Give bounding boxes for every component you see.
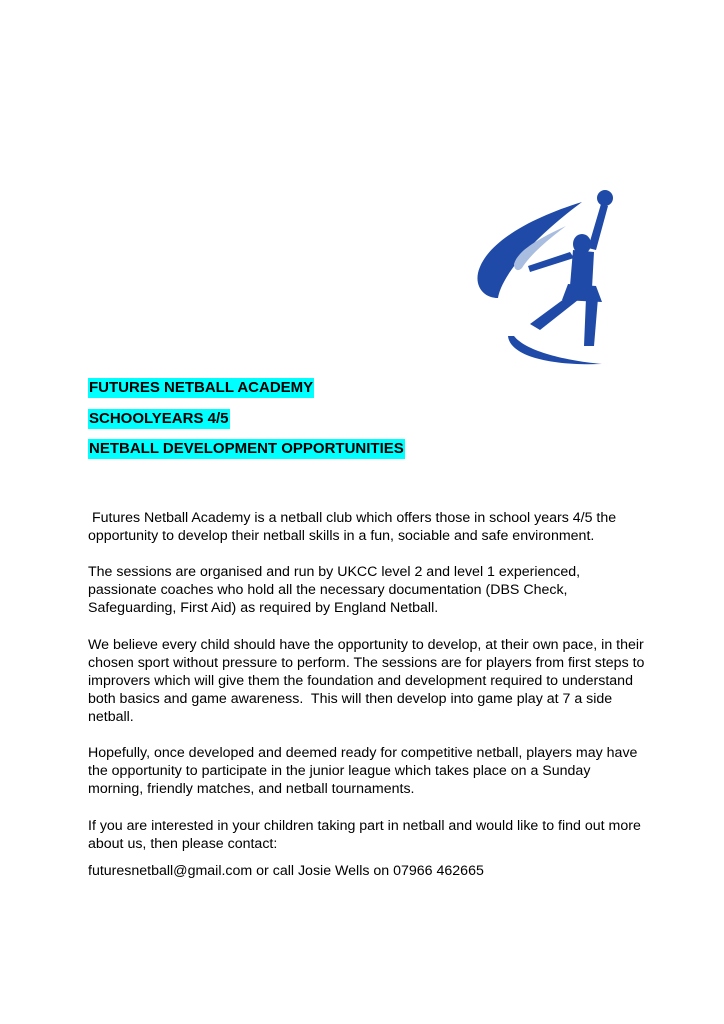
paragraph-coaches-text: The sessions are organised and run by UKCC level 2 and level 1 experienced, passionate coaches who hold all the necessary documentation (DBS Check, Safeguarding, First Aid) as required by England Netball. [88, 564, 581, 616]
paragraph-competition [88, 744, 648, 798]
heading-academy-name: FUTURES NETBALL ACADEMY [89, 379, 314, 396]
netball-player-logo-icon [470, 188, 620, 368]
paragraph-intro [88, 509, 648, 545]
contact-details: futuresnetball@gmail.com or call Josie Wells on 07966 462665 [88, 863, 484, 879]
paragraph-competition-text: Hopefully, once developed and deemed ready for competitive netball, players may have the opportunity to participate in the junior league which takes place on a Sunday morning, friendly matches, and netball tournaments. [88, 745, 638, 797]
heading-school-years: SCHOOLYEARS 4/5 [89, 410, 229, 427]
paragraph-coaches [88, 563, 648, 617]
heading-opportunities: NETBALL DEVELOPMENT OPPORTUNITIES [89, 440, 404, 457]
paragraph-philosophy-text: We believe every child should have the opportunity to develop, at their own pace, in their chosen sport without pressure to perform. The sessions are for players from first steps to improvers which will give them the foundation and development required to understand both basics and game awareness. This will then develop into game play at 7 a side netball. [88, 637, 649, 725]
paragraph-interest-text: If you are interested in your children taking part in netball and would like to find out more about us, then please contact: [88, 818, 641, 852]
paragraph-philosophy [88, 636, 648, 726]
paragraph-interest [88, 817, 648, 853]
contact-line [88, 862, 648, 880]
paragraph-intro-text: Futures Netball Academy is a netball club which offers those in school years 4/5 the opportunity to develop their netball skills in a fun, sociable and safe environment. [88, 510, 621, 544]
